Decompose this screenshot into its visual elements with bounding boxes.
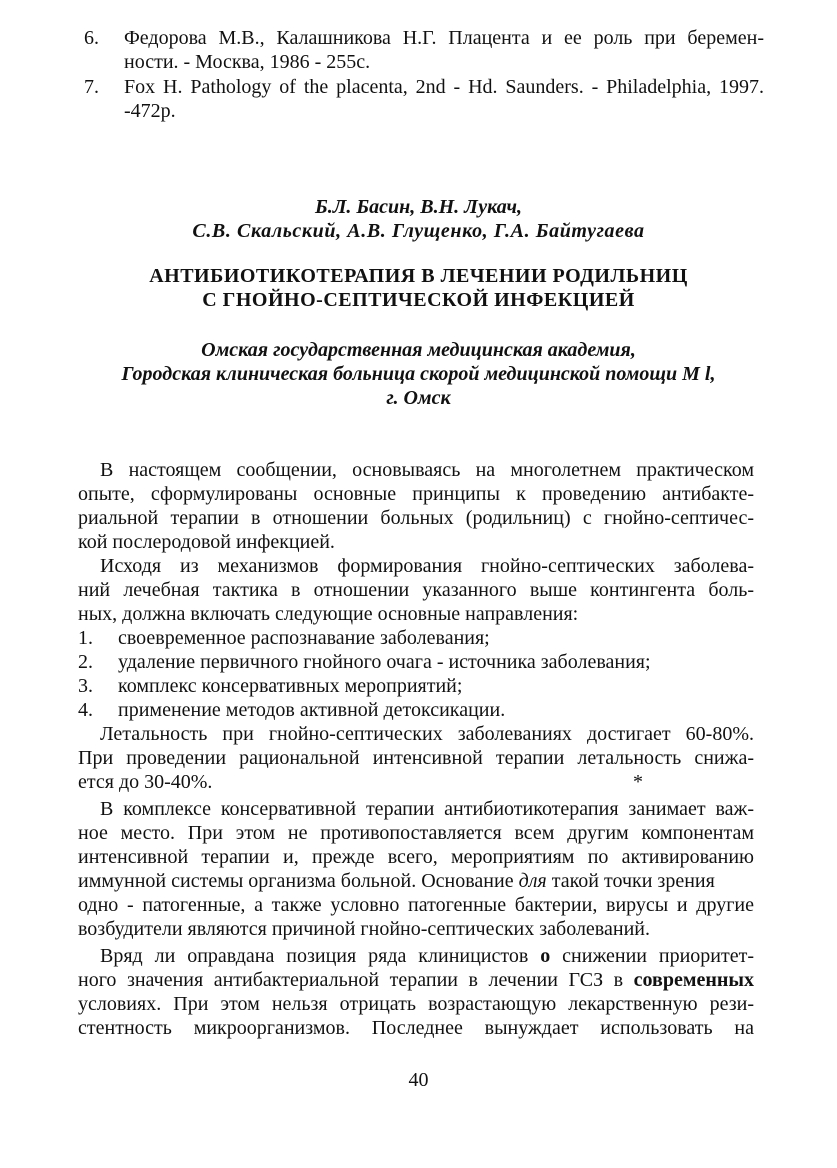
paragraph-line: условиях. При этом нельзя отрицать возрастающую лекарственную рези- <box>78 993 754 1015</box>
bold-word: о <box>540 945 551 967</box>
list-item-text: применение методов активной детоксикации. <box>118 699 506 721</box>
article-title: С ГНОЙНО-СЕПТИЧЕСКОЙ ИНФЕКЦИЕЙ <box>202 289 635 311</box>
paragraph-line: стентность микроорганизмов. Последнее вынуждает использовать на <box>78 1017 754 1039</box>
text-segment: иммунной системы организма больной. Основание <box>78 870 514 892</box>
reference-text: -472р. <box>124 100 176 122</box>
text-segment: ного значения антибактериальной терапии в лечении ГСЗ в <box>78 969 624 991</box>
list-item-number: 4. <box>78 699 93 721</box>
paragraph-line: ных, должна включать следующие основные направления: <box>78 603 579 625</box>
paragraph-line: кой послеродовой инфекцией. <box>78 531 335 553</box>
list-item-text: удаление первичного гнойного очага - источника заболевания; <box>118 651 651 673</box>
affiliation-line: Омская государственная медицинская академия, <box>201 339 636 361</box>
paragraph-line: одно - патогенные, а также условно патогенные бактерии, вирусы и другие <box>78 894 754 916</box>
paragraph-line: интенсивной терапии и, прежде всего, мероприятиям по активированию <box>78 846 754 868</box>
paragraph-line: ний лечебная тактика в отношении указанного выше контингента боль- <box>78 579 754 601</box>
list-item-text: комплекс консервативных мероприятий; <box>118 675 463 697</box>
paragraph-line: возбудители являются причиной гнойно-септических заболеваний. <box>78 918 650 940</box>
paragraph-line: ное место. При этом не противопоставляется всем другим компонентам <box>78 822 754 844</box>
paragraph-line: ется до 30-40%. <box>78 771 213 793</box>
paragraph-line: В настоящем сообщении, основываясь на многолетнем практическом <box>100 459 754 481</box>
affiliation-line: г. Омск <box>386 387 451 409</box>
reference-number: 6. <box>84 27 99 49</box>
paragraph-line: риальной терапии в отношении больных (родильниц) с гнойно-септичес- <box>78 507 754 529</box>
paragraph-line <box>100 944 754 968</box>
page-number: 40 <box>408 1069 429 1091</box>
asterisk-mark: * <box>633 771 643 793</box>
reference-text: Fox H. Pathology of the placenta, 2nd - Hd. Saunders. - Philadelphia, 1997. <box>124 76 764 98</box>
paragraph-line: Летальность при гнойно-септических заболеваниях достигает 60-80%. <box>100 723 754 745</box>
text-segment: снижении приоритет- <box>562 945 755 967</box>
paragraph-line <box>78 869 715 893</box>
paragraph-line: В комплексе консервативной терапии антибиотикотерапия занимает важ- <box>100 798 754 820</box>
authors-line: Б.Л. Басин, В.Н. Лукач, <box>315 196 522 218</box>
article-title: АНТИБИОТИКОТЕРАПИЯ В ЛЕЧЕНИИ РОДИЛЬНИЦ <box>149 265 688 287</box>
text-segment: Вряд ли оправдана позиция ряда клиницистов <box>100 945 529 967</box>
paragraph-line <box>78 968 754 992</box>
list-item-number: 3. <box>78 675 93 697</box>
list-item-number: 1. <box>78 627 93 649</box>
italic-word: для <box>518 870 547 892</box>
authors-line: С.В. Скальский, А.В. Глущенко, Г.А. Байтугаева <box>192 220 645 242</box>
affiliation-line: Городская клиническая больница скорой медицинской помощи М l, <box>121 363 716 385</box>
reference-text: Федорова М.В., Калашникова Н.Г. Плацента и ее роль при беремен- <box>124 27 764 49</box>
list-item-text: своевременное распознавание заболевания; <box>118 627 490 649</box>
reference-text: ности. - Москва, 1986 - 255с. <box>124 51 371 73</box>
paragraph-line: Исходя из механизмов формирования гнойно-септических заболева- <box>100 555 754 577</box>
list-item-number: 2. <box>78 651 93 673</box>
paragraph-line: При проведении рациональной интенсивной терапии летальность снижа- <box>78 747 754 769</box>
reference-number: 7. <box>84 76 99 98</box>
bold-word: современных <box>633 969 755 991</box>
text-segment: такой точки зрения <box>551 870 715 892</box>
paragraph-line: опыте, сформулированы основные принципы к проведению антибакте- <box>78 483 754 505</box>
